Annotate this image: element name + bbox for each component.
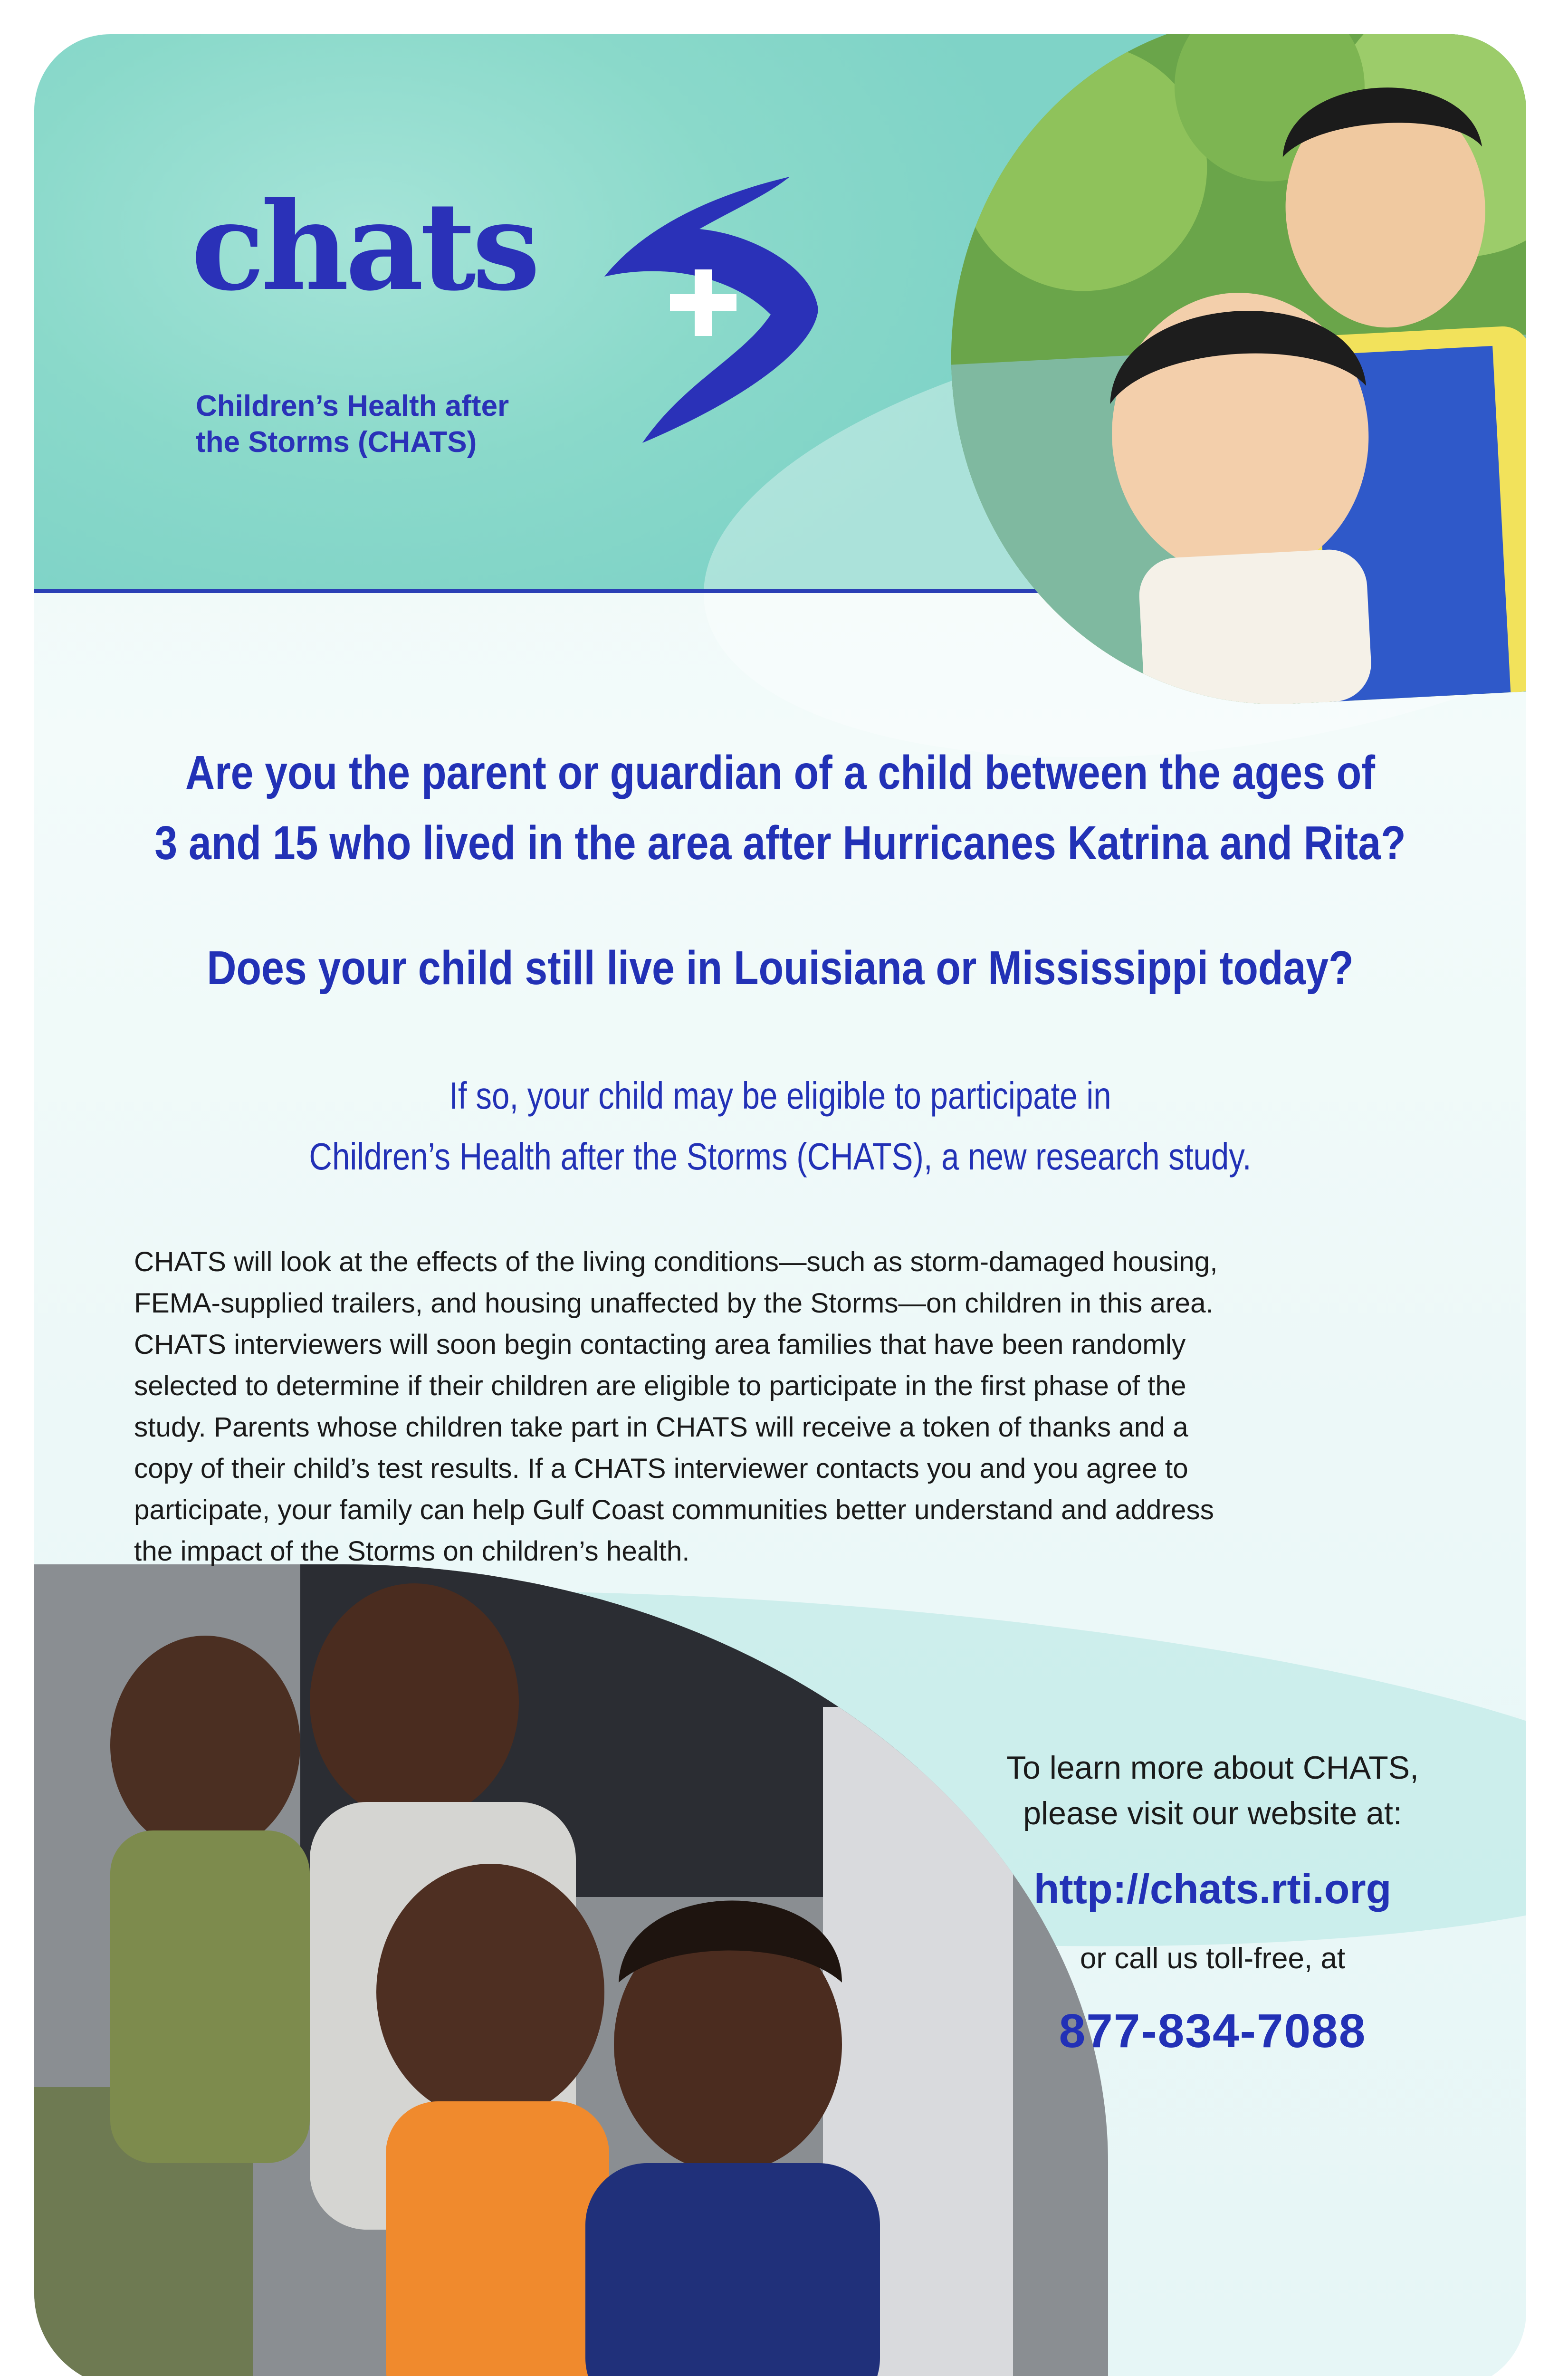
website-link[interactable]: http://chats.rti.org bbox=[1033, 1865, 1392, 1912]
logo-wordmark: chats bbox=[191, 176, 537, 318]
logo-subtitle bbox=[196, 388, 509, 460]
flyer bbox=[34, 34, 1526, 2376]
call-text: or call us toll-free, at bbox=[1080, 1942, 1346, 1975]
logo-subtitle-line: the Storms (CHATS) bbox=[196, 426, 477, 459]
headline-question-2: Does your child still live in Louisiana or Mississippi today? bbox=[207, 941, 1354, 995]
logo-subtitle-line: Children’s Health after bbox=[196, 390, 509, 422]
study-description: CHATS will look at the effects of the living conditions—such as storm-damaged housing, FEMA-supplied trailers, and housing unaffected by the Storms—on children in this area. CHATS interviewers will soon begin contacting area families that have been randomly selected to determine if their children are eligible to participate in the first phase of the study. Parents whose children take part in CHATS will receive a token of thanks and a copy of their child’s test results. If a CHATS interviewer contacts you and you agree to participate, your family can help Gulf Coast communities better understand and address the impact of the Storms on children’s health. bbox=[134, 1246, 1218, 1567]
learn-more-text: To learn more about CHATS, please visit our website at: bbox=[1006, 1750, 1419, 1831]
phone-number[interactable]: 877-834-7088 bbox=[1059, 2004, 1367, 2058]
chats-logo bbox=[186, 148, 804, 481]
contact-block bbox=[927, 1745, 1498, 2059]
headline-question: Are you the parent or guardian of a child between the ages of 3 and 15 who lived in the area after Hurricanes Katrina and Rita? bbox=[154, 746, 1406, 870]
eligibility-statement: If so, your child may be eligible to participate in Children’s Health after the Storms (CHATS), a new research study. bbox=[309, 1074, 1252, 1178]
header-divider bbox=[34, 589, 1127, 593]
